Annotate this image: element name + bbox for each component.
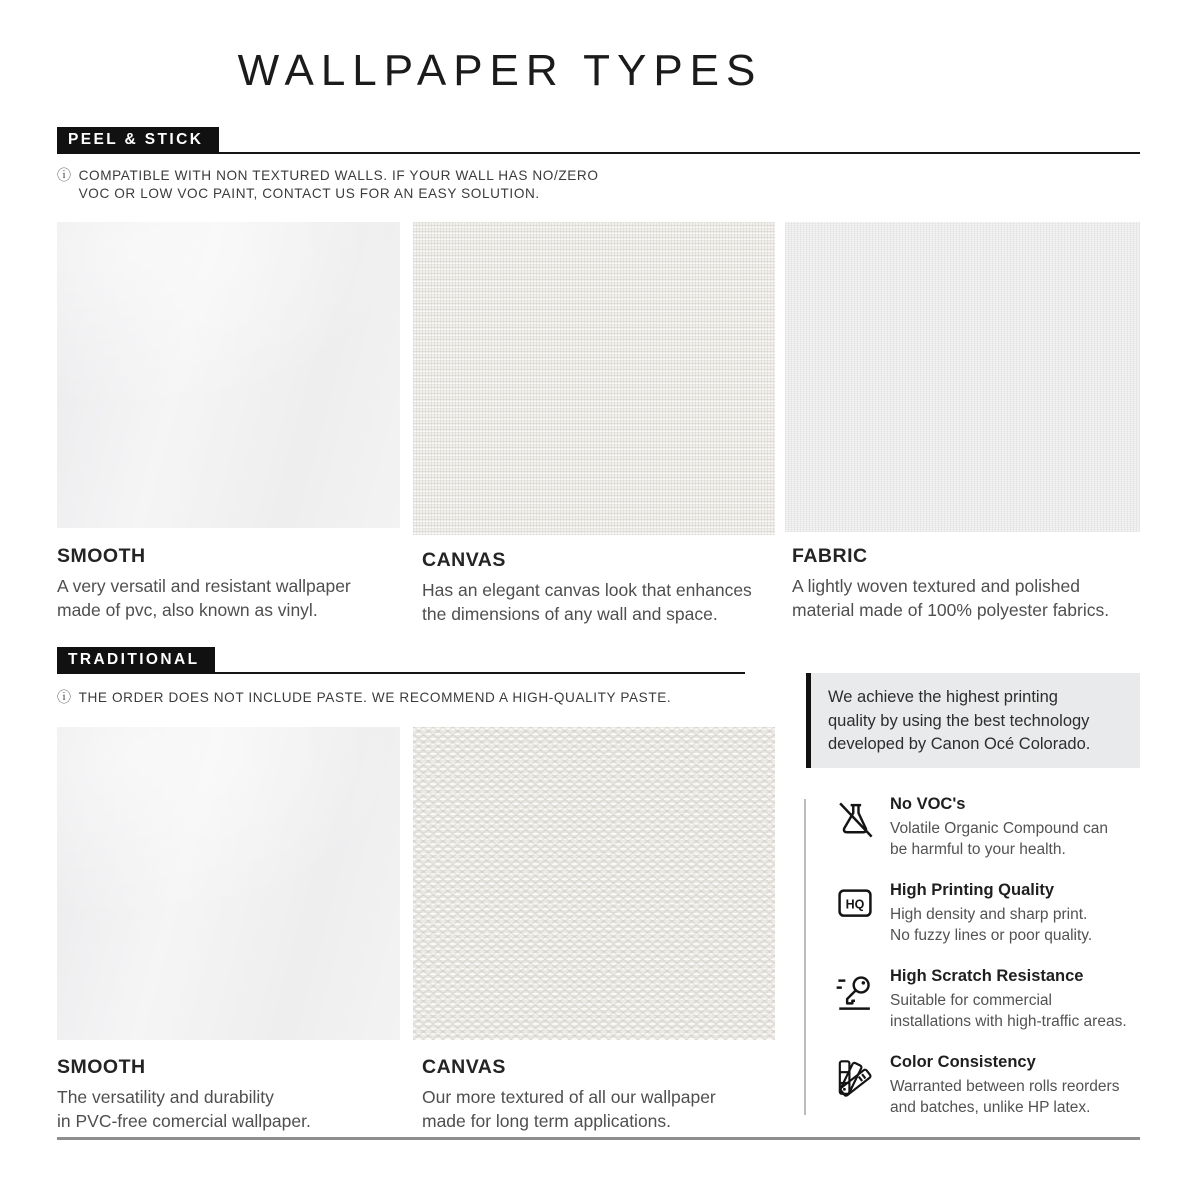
desc-line: in PVC-free comercial wallpaper.	[57, 1110, 311, 1131]
feature-text	[890, 967, 1144, 1032]
desc-line: be harmful to your health.	[890, 841, 1066, 858]
item-title: CANVAS	[422, 1056, 506, 1078]
desc-line: Has an elegant canvas look that enhances	[422, 580, 752, 600]
item-title: FABRIC	[792, 545, 868, 567]
desc-line: installations with high-traffic areas.	[890, 1013, 1127, 1030]
feature-text	[890, 795, 1144, 860]
color-swatch-fan-icon	[834, 1056, 874, 1100]
item-canvas-peel	[422, 549, 784, 626]
fabric-texture-image	[785, 222, 1140, 532]
item-description	[57, 575, 407, 622]
scratch-key-icon	[834, 970, 876, 1014]
peel-stick-note-text	[79, 167, 599, 202]
note-line: VOC OR LOW VOC PAINT, CONTACT US FOR AN EASY SOLUTION.	[78, 185, 540, 201]
desc-line: the dimensions of any wall and space.	[422, 603, 718, 624]
item-description	[422, 579, 784, 626]
feature-title: High Scratch Resistance	[890, 967, 1084, 985]
item-smooth-peel	[57, 545, 407, 622]
item-title: CANVAS	[422, 549, 506, 571]
item-canvas-traditional	[422, 1056, 784, 1133]
canvas-texture-image	[413, 222, 775, 535]
smooth-texture-image	[57, 222, 400, 528]
desc-line: made for long term applications.	[422, 1110, 672, 1131]
desc-line: Volatile Organic Compound can	[890, 820, 1108, 837]
feature-text	[890, 881, 1144, 946]
desc-line: Our more textured of all our wallpaper	[422, 1087, 716, 1107]
smooth-texture-image	[57, 727, 400, 1040]
features-divider-line	[804, 799, 806, 1115]
item-title: SMOOTH	[57, 545, 146, 567]
section-badge-peel-stick: PEEL & STICK	[57, 127, 219, 154]
desc-line: A lightly woven textured and polished	[792, 576, 1080, 596]
feature-title: Color Consistency	[890, 1053, 1036, 1071]
desc-line: made of pvc, also known as vinyl.	[57, 599, 318, 620]
feature-description	[890, 990, 1144, 1032]
desc-line: A very versatil and resistant wallpaper	[57, 576, 351, 596]
feature-title: High Printing Quality	[890, 881, 1055, 899]
desc-line: Warranted between rolls reorders	[890, 1078, 1120, 1095]
note-line: THE ORDER DOES NOT INCLUDE PASTE. WE RECOMMEND A HIGH-QUALITY PASTE.	[78, 690, 672, 705]
page-title: WALLPAPER TYPES	[237, 46, 763, 95]
feature-title: No VOC's	[890, 795, 966, 813]
item-smooth-traditional	[57, 1056, 407, 1133]
bottom-divider-line	[57, 1137, 1140, 1140]
desc-line: The versatility and durability	[57, 1087, 274, 1107]
callout-line: developed by Canon Océ Colorado.	[828, 735, 1091, 753]
feature-no-voc	[832, 795, 1144, 860]
desc-line: Suitable for commercial	[890, 992, 1052, 1009]
printing-quality-callout	[806, 673, 1140, 768]
desc-line: and batches, unlike HP latex.	[890, 1099, 1091, 1116]
svg-text:HQ: HQ	[845, 897, 865, 912]
desc-line: material made of 100% polyester fabrics.	[792, 599, 1110, 620]
info-icon: ⓘ	[57, 689, 72, 705]
desc-line: High density and sharp print.	[890, 906, 1088, 923]
feature-description	[890, 818, 1144, 860]
feature-high-printing-quality	[832, 881, 1144, 946]
peel-stick-note	[57, 167, 599, 202]
no-voc-flask-icon	[834, 798, 876, 842]
traditional-note	[57, 689, 671, 707]
desc-line: No fuzzy lines or poor quality.	[890, 927, 1093, 944]
feature-text	[890, 1053, 1144, 1118]
feature-description	[890, 1076, 1144, 1118]
feature-description	[890, 904, 1144, 946]
item-description	[57, 1086, 407, 1133]
feature-color-consistency	[832, 1053, 1144, 1118]
hq-badge-icon	[834, 884, 876, 924]
traditional-note-text	[79, 689, 672, 707]
callout-line: quality by using the best technology	[828, 711, 1090, 730]
feature-high-scratch-resistance	[832, 967, 1144, 1032]
section-divider-peel-stick	[57, 152, 1140, 154]
canvas-texture-image	[413, 727, 775, 1040]
info-icon: ⓘ	[57, 167, 72, 183]
section-badge-traditional: TRADITIONAL	[57, 647, 215, 674]
item-fabric-peel	[792, 545, 1147, 622]
note-line: COMPATIBLE WITH NON TEXTURED WALLS. IF YOUR WALL HAS NO/ZERO	[78, 168, 599, 183]
item-description	[792, 575, 1147, 622]
item-description	[422, 1086, 784, 1133]
item-title: SMOOTH	[57, 1056, 146, 1078]
callout-line: We achieve the highest printing	[828, 688, 1058, 706]
